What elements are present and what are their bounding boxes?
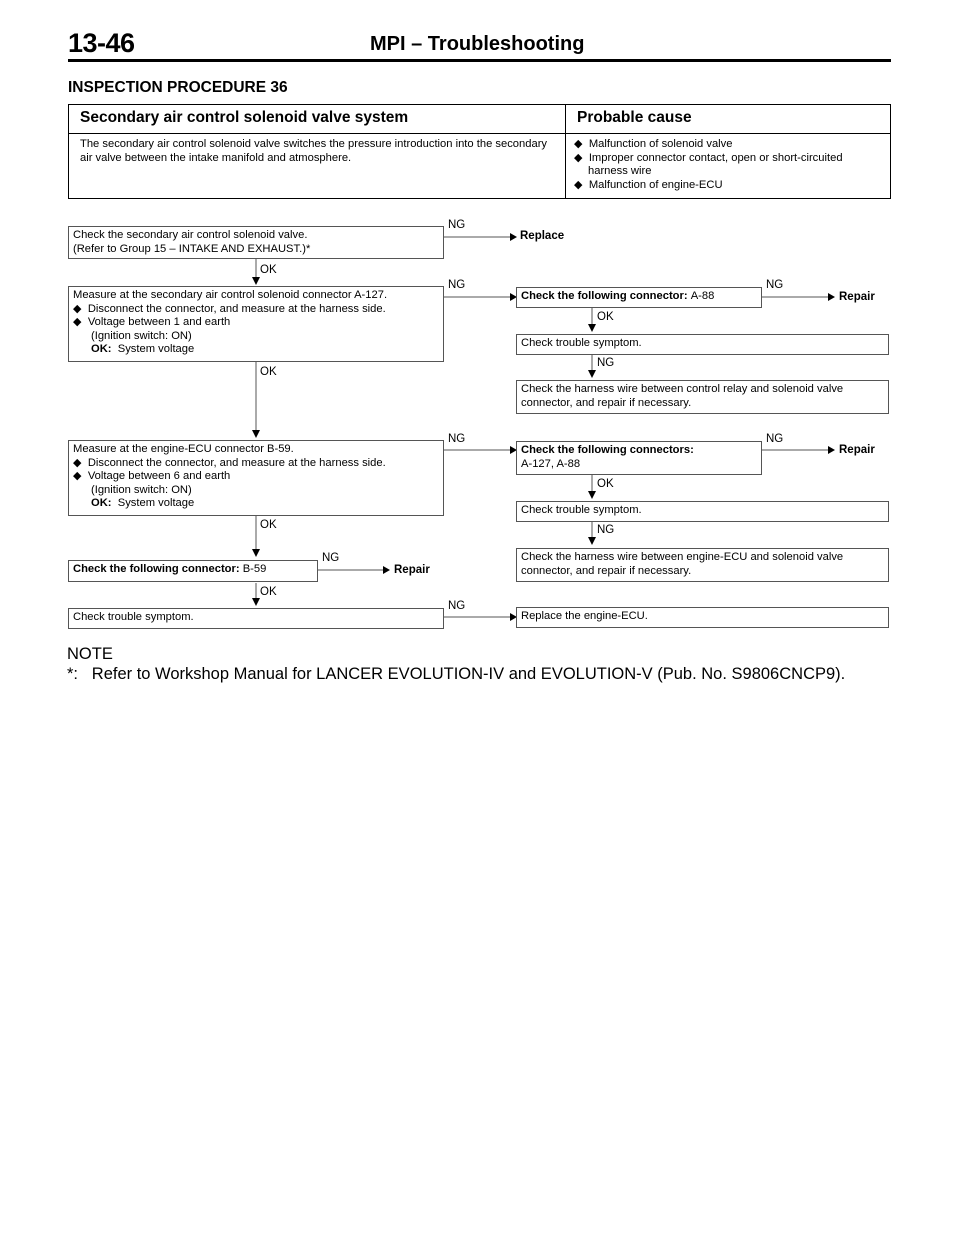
step-check-trouble-symptom-final: Check trouble symptom. — [68, 608, 444, 629]
cause-item: ◆ Malfunction of engine-ECU — [574, 178, 723, 191]
arrow-down-icon — [588, 370, 596, 378]
action-replace: Replace — [520, 230, 565, 242]
page-number: 13-46 — [68, 28, 135, 58]
ng-label: NG — [448, 600, 466, 612]
note-text: *: Refer to Workshop Manual for LANCER EVOLUTION-IV and EVOLUTION-V (Pub. No. S9806CNCP9). — [67, 665, 846, 683]
arrow-down-icon — [252, 598, 260, 606]
cause-item: ◆ Malfunction of solenoid valve — [574, 138, 733, 150]
action-repair: Repair — [839, 444, 875, 456]
arrow-down-icon — [252, 549, 260, 557]
step-check-trouble-symptom: Check trouble symptom. — [516, 501, 889, 522]
ng-label: NG — [448, 219, 466, 231]
ok-label: OK — [260, 366, 277, 378]
arrow-right-icon — [828, 446, 835, 454]
action-repair: Repair — [394, 564, 430, 576]
ng-label: NG — [448, 279, 466, 291]
step-check-connector-a88: Check the following connector: A-88 — [516, 287, 762, 308]
step-check-harness-relay: Check the harness wire between control relay and solenoid valve connector, and repair if necessary. — [516, 380, 889, 414]
step-check-harness-ecu: Check the harness wire between engine-ECU and solenoid valve connector, and repair if necessary. — [516, 548, 889, 582]
arrow-down-icon — [588, 491, 596, 499]
arrow-down-icon — [588, 324, 596, 332]
action-repair: Repair — [839, 291, 875, 303]
ok-label: OK — [597, 478, 614, 490]
step-check-solenoid-valve: Check the secondary air control solenoid valve. (Refer to Group 15 – INTAKE AND EXHAUST.)* — [68, 226, 444, 259]
note-heading: NOTE — [67, 645, 113, 663]
bullet-icon: ◆ — [73, 456, 82, 469]
ng-label: NG — [448, 433, 466, 445]
arrow-right-icon — [510, 233, 517, 241]
arrow-down-icon — [252, 277, 260, 285]
arrow-right-icon — [383, 566, 390, 574]
arrow-down-icon — [588, 537, 596, 545]
system-header: Secondary air control solenoid valve system — [80, 109, 409, 126]
bullet-icon: ◆ — [574, 138, 583, 150]
bullet-icon: ◆ — [73, 302, 82, 315]
bullet-icon: ◆ — [73, 470, 82, 482]
step-replace-engine-ecu: Replace the engine-ECU. — [516, 607, 889, 628]
procedure-title: INSPECTION PROCEDURE 36 — [68, 79, 288, 96]
step-measure-ecu-connector: Measure at the engine-ECU connector B-59. ◆ Disconnect the connector, and measure at the harness side. ◆ Voltage between 6 and earth (Ignition switch: ON) OK: System voltage — [68, 440, 444, 516]
ok-label: OK — [260, 586, 277, 598]
ng-label: NG — [597, 524, 615, 536]
ok-label: OK — [260, 264, 277, 276]
step-check-connector-b59: Check the following connector: B-59 — [68, 560, 318, 582]
arrow-down-icon — [252, 430, 260, 438]
ng-label: NG — [322, 552, 340, 564]
arrow-right-icon — [828, 293, 835, 301]
cause-item: ◆ Improper connector contact, open or short-circuited harness wire — [574, 151, 843, 177]
bullet-icon: ◆ — [574, 178, 583, 191]
ng-label: NG — [766, 433, 784, 445]
bullet-icon: ◆ — [574, 151, 583, 164]
ng-label: NG — [766, 279, 784, 291]
bullet-icon: ◆ — [73, 316, 82, 328]
step-check-trouble-symptom: Check trouble symptom. — [516, 334, 889, 355]
system-description: The secondary air control solenoid valve switches the pressure introduction into the secondary air valve between the intake manifold and atmosphere. — [80, 138, 548, 164]
step-check-connectors-a127-a88: Check the following connectors: A-127, A-88 — [516, 441, 762, 475]
ok-label: OK — [597, 311, 614, 323]
probable-cause-header: Probable cause — [577, 109, 692, 126]
ok-label: OK — [260, 519, 277, 531]
page-title: MPI – Troubleshooting — [370, 33, 585, 55]
step-measure-solenoid-connector: Measure at the secondary air control solenoid connector A-127. ◆ Disconnect the connector, and measure at the harness side. ◆ Voltage between 1 and earth (Ignition switch: ON) OK: System voltage — [68, 286, 444, 362]
ng-label: NG — [597, 357, 615, 369]
